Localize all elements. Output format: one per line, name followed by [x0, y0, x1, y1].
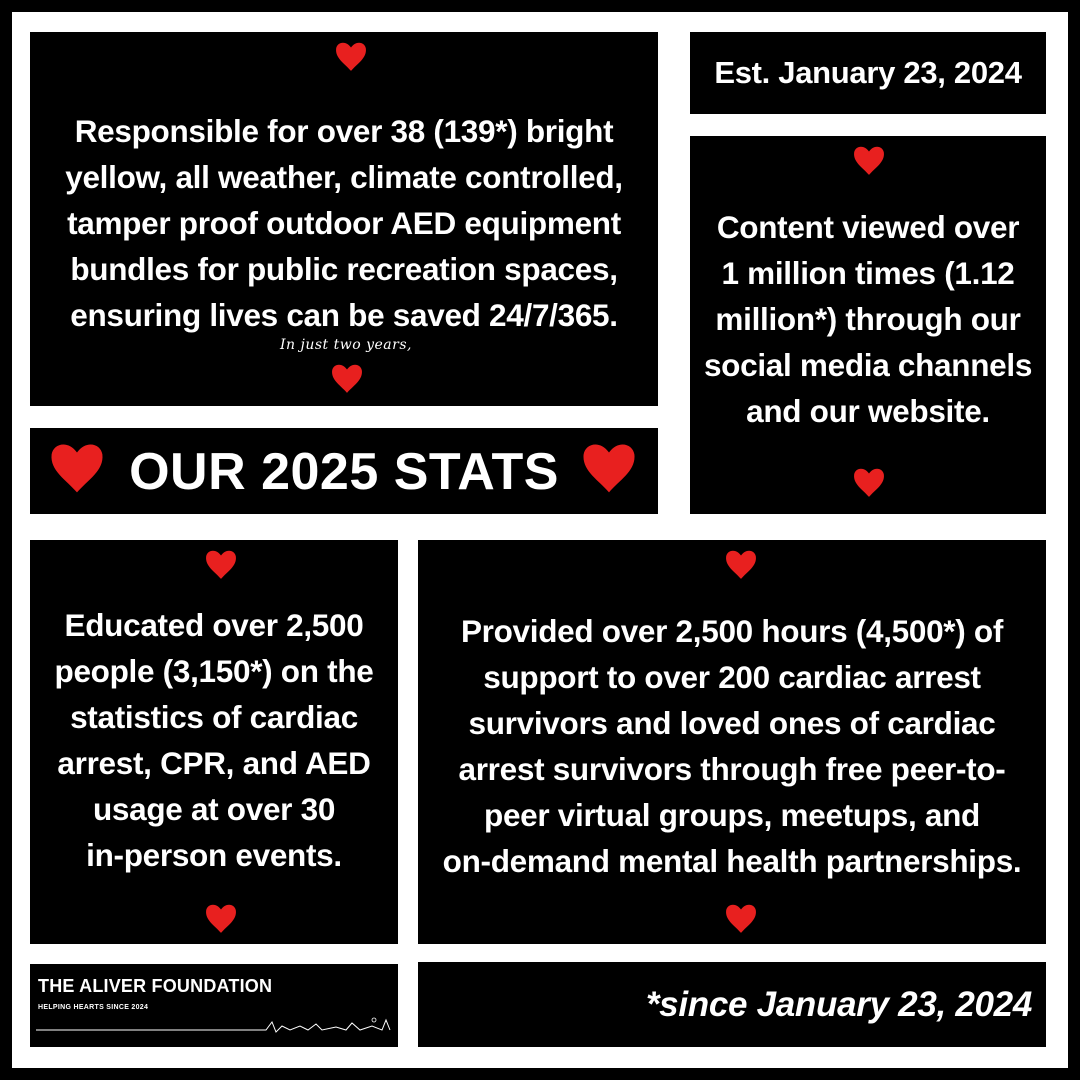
established-date: Est. January 23, 2024: [714, 55, 1022, 90]
education-panel: [30, 540, 398, 944]
stats-title-panel: [30, 428, 658, 514]
heart-icon: [204, 548, 238, 580]
foundation-name: THE ALIVER FOUNDATION: [38, 976, 273, 996]
aed-stat-panel: [30, 32, 658, 406]
footnote-panel: [418, 962, 1046, 1047]
content-views-panel: [690, 136, 1046, 514]
heart-icon: [580, 438, 638, 496]
footnote-text: *since January 23, 2024: [645, 985, 1032, 1024]
support-panel: [418, 540, 1046, 944]
heart-icon: [204, 902, 238, 934]
heart-icon: [334, 40, 368, 72]
heart-icon: [724, 902, 758, 934]
heartbeat-skyline-icon: [36, 1014, 392, 1038]
heart-icon: [852, 144, 886, 176]
established-panel: [690, 32, 1046, 114]
foundation-tagline: HELPING HEARTS SINCE 2024: [38, 1004, 149, 1011]
heart-icon: [330, 362, 364, 394]
content-views-text: Content viewed over 1 million times (1.12 million*) through our social media channels and our website.: [703, 209, 1033, 429]
education-text: Educated over 2,500 people (3,150*) on the statistics of cardiac arrest, CPR, and AED usage at over 30 in-person events.: [54, 607, 374, 873]
support-text: Provided over 2,500 hours (4,500*) of support to over 200 cardiac arrest survivors and loved ones of cardiac arrest survivors through free peer-to- peer virtual groups, meetups, and on-demand mental health partnerships.: [442, 613, 1022, 879]
aed-stat-text: Responsible for over 38 (139*) bright yellow, all weather, climate controlled, tamper proof outdoor AED equipment bundles for public recreation spaces, ensuring lives can be saved 24/7/365.: [65, 113, 623, 333]
logo-panel: [30, 964, 398, 1047]
heart-icon: [852, 466, 886, 498]
stats-title: OUR 2025 STATS: [129, 443, 559, 501]
aed-caption: In just two years,: [280, 337, 412, 353]
heart-icon: [724, 548, 758, 580]
